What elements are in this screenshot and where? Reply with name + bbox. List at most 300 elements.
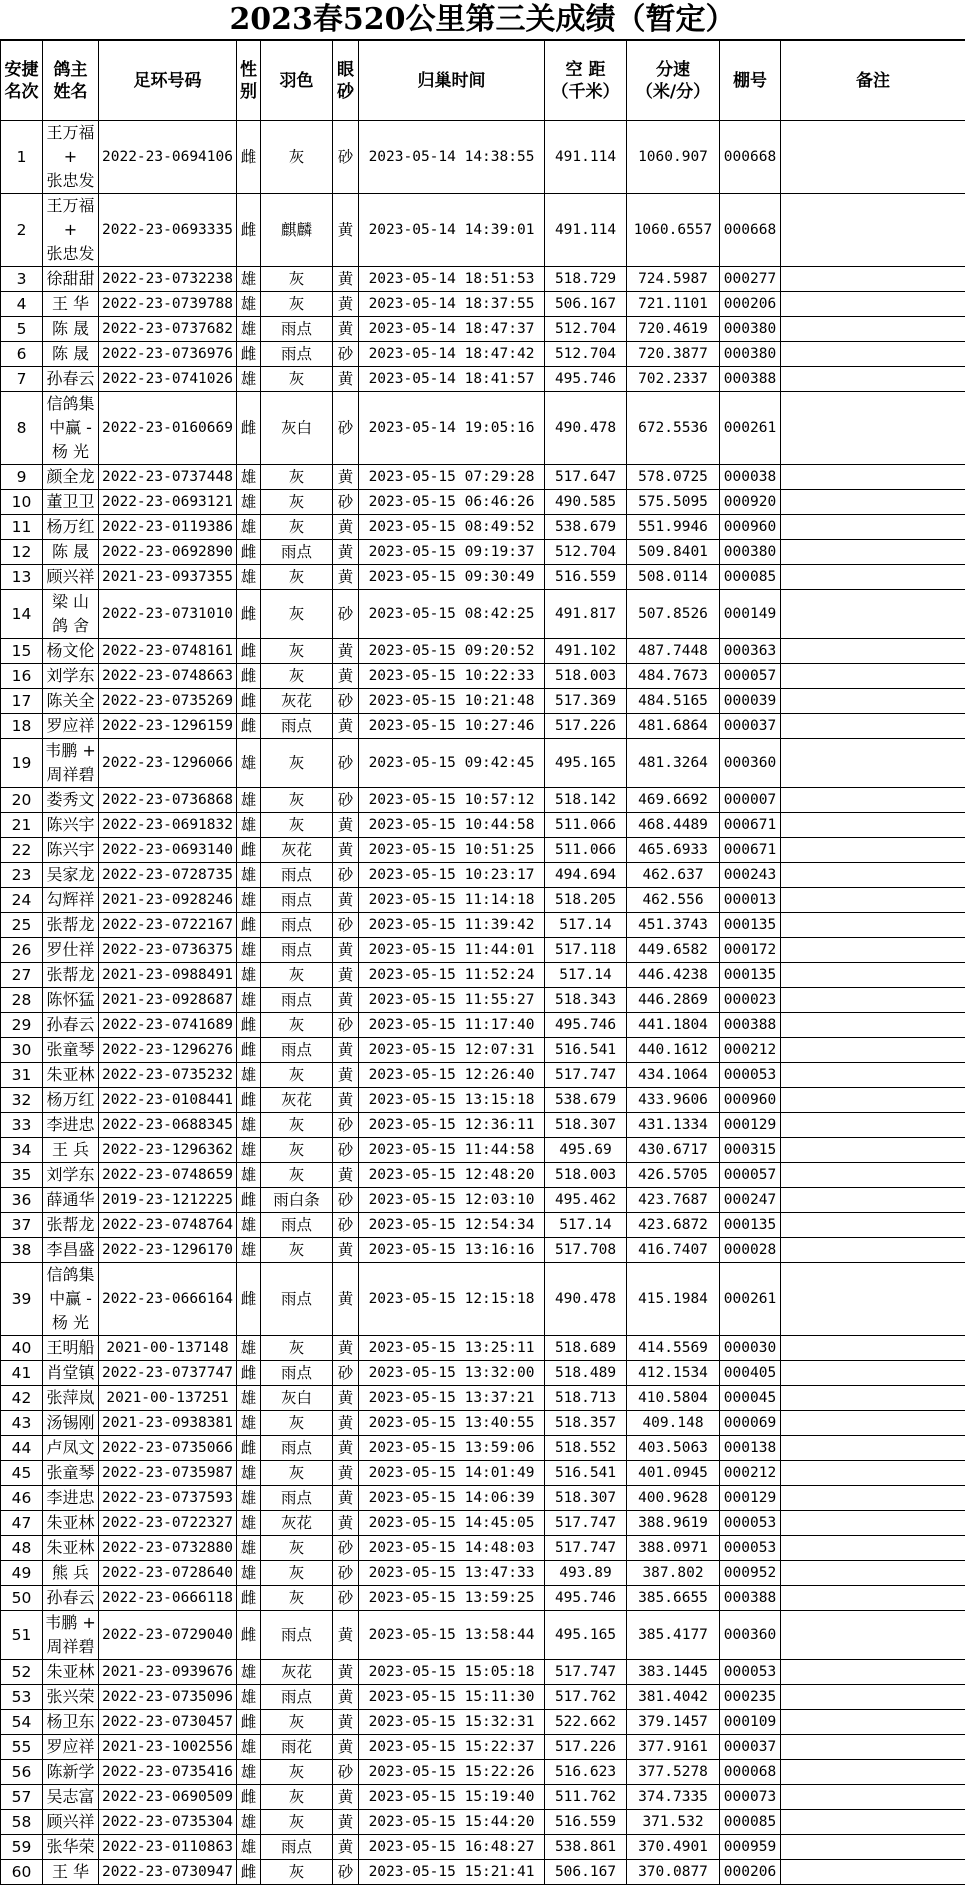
cell-ring: 2021-23-0938381 — [99, 1411, 237, 1436]
cell-dist: 538.679 — [545, 1088, 627, 1113]
cell-color: 灰花 — [261, 1660, 333, 1685]
table-row — [1, 1760, 965, 1785]
cell-sex: 雄 — [237, 1213, 261, 1238]
cell-owner — [43, 1163, 99, 1188]
owner-line: 杨卫东 — [46, 1712, 95, 1731]
cell-owner — [43, 121, 99, 194]
cell-eye: 黄 — [333, 1835, 359, 1860]
table-row — [1, 1138, 965, 1163]
cell-eye: 黄 — [333, 1511, 359, 1536]
cell-sex: 雌 — [237, 1586, 261, 1611]
owner-line: 徐甜甜 — [46, 269, 95, 288]
cell-ring: 2022-23-0735232 — [99, 1063, 237, 1088]
cell-loft: 000037 — [720, 714, 781, 739]
cell-speed: 377.9161 — [627, 1735, 720, 1760]
cell-ring: 2021-23-1002556 — [99, 1735, 237, 1760]
cell-rank: 25 — [1, 913, 43, 938]
cell-sex: 雄 — [237, 938, 261, 963]
cell-loft: 000053 — [720, 1536, 781, 1561]
cell-sex: 雌 — [237, 1785, 261, 1810]
table-row — [1, 1386, 965, 1411]
cell-note — [781, 1163, 965, 1188]
cell-eye: 黄 — [333, 540, 359, 565]
owner-line: 吴家龙 — [46, 865, 95, 884]
owner-line: 朱亚林 — [46, 1065, 95, 1084]
cell-sex: 雄 — [237, 1735, 261, 1760]
owner-line: 李进忠 — [46, 1115, 95, 1134]
cell-speed: 702.2337 — [627, 367, 720, 392]
cell-owner — [43, 1088, 99, 1113]
table-row — [1, 1710, 965, 1735]
cell-owner — [43, 590, 99, 639]
cell-speed: 388.0971 — [627, 1536, 720, 1561]
cell-speed: 370.4901 — [627, 1835, 720, 1860]
cell-ring: 2022-23-0728640 — [99, 1561, 237, 1586]
cell-ring: 2022-23-0110863 — [99, 1835, 237, 1860]
header-dist: 空 距 （千米） — [545, 41, 627, 121]
cell-color: 灰 — [261, 1163, 333, 1188]
cell-speed: 370.0877 — [627, 1860, 720, 1885]
cell-note — [781, 515, 965, 540]
cell-ring: 2022-23-0748764 — [99, 1213, 237, 1238]
cell-eye: 砂 — [333, 1213, 359, 1238]
cell-loft: 000138 — [720, 1436, 781, 1461]
cell-color: 灰 — [261, 1710, 333, 1735]
cell-speed: 385.6655 — [627, 1586, 720, 1611]
cell-eye: 黄 — [333, 1163, 359, 1188]
cell-dist: 495.165 — [545, 1611, 627, 1660]
cell-rank: 23 — [1, 863, 43, 888]
cell-note — [781, 590, 965, 639]
cell-time: 2023-05-14 18:47:37 — [359, 317, 545, 342]
cell-loft: 000243 — [720, 863, 781, 888]
table-row — [1, 1436, 965, 1461]
cell-note — [781, 1611, 965, 1660]
table-row — [1, 1660, 965, 1685]
cell-color: 雨点 — [261, 938, 333, 963]
cell-owner — [43, 1038, 99, 1063]
cell-owner — [43, 1835, 99, 1860]
cell-loft: 000085 — [720, 1810, 781, 1835]
cell-time: 2023-05-14 14:38:55 — [359, 121, 545, 194]
cell-speed: 401.0945 — [627, 1461, 720, 1486]
cell-loft: 000960 — [720, 515, 781, 540]
cell-note — [781, 1238, 965, 1263]
cell-speed: 487.7448 — [627, 639, 720, 664]
cell-rank: 7 — [1, 367, 43, 392]
cell-speed: 508.0114 — [627, 565, 720, 590]
owner-line: 吴志富 — [46, 1787, 95, 1806]
cell-eye: 黄 — [333, 1685, 359, 1710]
cell-note — [781, 863, 965, 888]
cell-rank: 41 — [1, 1361, 43, 1386]
table-row — [1, 1411, 965, 1436]
cell-loft: 000920 — [720, 490, 781, 515]
cell-time: 2023-05-14 19:05:16 — [359, 392, 545, 465]
cell-ring: 2022-23-0119386 — [99, 515, 237, 540]
owner-line: 张帮龙 — [46, 1215, 95, 1234]
cell-speed: 374.7335 — [627, 1785, 720, 1810]
cell-note — [781, 689, 965, 714]
cell-eye: 砂 — [333, 342, 359, 367]
cell-eye: 砂 — [333, 689, 359, 714]
cell-time: 2023-05-15 15:11:30 — [359, 1685, 545, 1710]
cell-color: 雨点 — [261, 1263, 333, 1336]
cell-owner — [43, 1810, 99, 1835]
cell-speed: 403.5063 — [627, 1436, 720, 1461]
header-ring: 足环号码 — [99, 41, 237, 121]
owner-line: 信鸽集 — [46, 394, 95, 413]
cell-loft: 000135 — [720, 1213, 781, 1238]
cell-dist: 518.729 — [545, 267, 627, 292]
table-row — [1, 1735, 965, 1760]
cell-dist: 517.14 — [545, 1213, 627, 1238]
cell-time: 2023-05-15 14:48:03 — [359, 1536, 545, 1561]
cell-eye: 黄 — [333, 938, 359, 963]
owner-line: 肖堂镇 — [46, 1363, 95, 1382]
table-row — [1, 689, 965, 714]
cell-owner — [43, 1113, 99, 1138]
table-row — [1, 1188, 965, 1213]
cell-color: 灰 — [261, 1536, 333, 1561]
cell-owner — [43, 267, 99, 292]
cell-note — [781, 1436, 965, 1461]
cell-loft: 000261 — [720, 1263, 781, 1336]
cell-speed: 400.9628 — [627, 1486, 720, 1511]
cell-ring: 2022-23-0736868 — [99, 788, 237, 813]
cell-note — [781, 1710, 965, 1735]
cell-rank: 46 — [1, 1486, 43, 1511]
cell-color: 雨点 — [261, 540, 333, 565]
cell-time: 2023-05-15 11:17:40 — [359, 1013, 545, 1038]
cell-time: 2023-05-15 10:27:46 — [359, 714, 545, 739]
cell-ring: 2022-23-0735096 — [99, 1685, 237, 1710]
cell-rank: 14 — [1, 590, 43, 639]
cell-eye: 黄 — [333, 1785, 359, 1810]
cell-ring: 2022-23-0728735 — [99, 863, 237, 888]
cell-owner — [43, 194, 99, 267]
cell-rank: 52 — [1, 1660, 43, 1685]
cell-ring: 2022-23-0722167 — [99, 913, 237, 938]
cell-color: 雨点 — [261, 888, 333, 913]
cell-time: 2023-05-15 11:52:24 — [359, 963, 545, 988]
cell-rank: 35 — [1, 1163, 43, 1188]
owner-line: 孙春云 — [46, 1588, 95, 1607]
cell-rank: 59 — [1, 1835, 43, 1860]
cell-ring: 2022-23-0731010 — [99, 590, 237, 639]
cell-eye: 砂 — [333, 788, 359, 813]
cell-sex: 雌 — [237, 1013, 261, 1038]
cell-time: 2023-05-15 10:22:33 — [359, 664, 545, 689]
cell-eye: 黄 — [333, 1088, 359, 1113]
cell-ring: 2022-23-1296276 — [99, 1038, 237, 1063]
cell-loft: 000277 — [720, 267, 781, 292]
cell-sex: 雌 — [237, 1710, 261, 1735]
cell-sex: 雌 — [237, 194, 261, 267]
cell-loft: 000380 — [720, 317, 781, 342]
owner-line: 朱亚林 — [46, 1513, 95, 1532]
cell-loft: 000129 — [720, 1113, 781, 1138]
cell-sex: 雄 — [237, 1461, 261, 1486]
owner-line: 张兴荣 — [46, 1687, 95, 1706]
cell-note — [781, 1386, 965, 1411]
table-row — [1, 1163, 965, 1188]
cell-note — [781, 1113, 965, 1138]
cell-color: 灰 — [261, 1113, 333, 1138]
cell-eye: 黄 — [333, 292, 359, 317]
owner-line: 李进忠 — [46, 1488, 95, 1507]
table-row — [1, 317, 965, 342]
cell-speed: 446.2869 — [627, 988, 720, 1013]
table-row — [1, 838, 965, 863]
owner-line: 陈怀猛 — [46, 990, 95, 1009]
cell-dist: 517.226 — [545, 714, 627, 739]
cell-dist: 491.114 — [545, 121, 627, 194]
cell-note — [781, 1586, 965, 1611]
owner-line: 王万福 — [46, 123, 95, 142]
cell-color: 灰 — [261, 121, 333, 194]
cell-owner — [43, 963, 99, 988]
cell-rank: 33 — [1, 1113, 43, 1138]
cell-rank: 22 — [1, 838, 43, 863]
owner-line: 罗仕祥 — [46, 940, 95, 959]
cell-dist: 490.478 — [545, 1263, 627, 1336]
cell-sex: 雄 — [237, 788, 261, 813]
cell-note — [781, 1486, 965, 1511]
cell-dist: 495.746 — [545, 367, 627, 392]
cell-dist: 511.066 — [545, 813, 627, 838]
cell-rank: 38 — [1, 1238, 43, 1263]
cell-note — [781, 963, 965, 988]
cell-eye: 黄 — [333, 1238, 359, 1263]
table-row — [1, 913, 965, 938]
cell-color: 麒麟 — [261, 194, 333, 267]
cell-sex: 雄 — [237, 1685, 261, 1710]
cell-note — [781, 1561, 965, 1586]
cell-speed: 431.1334 — [627, 1113, 720, 1138]
cell-dist: 490.585 — [545, 490, 627, 515]
cell-note — [781, 1263, 965, 1336]
cell-color: 灰花 — [261, 838, 333, 863]
cell-dist: 517.647 — [545, 465, 627, 490]
cell-speed: 409.148 — [627, 1411, 720, 1436]
table-row — [1, 1013, 965, 1038]
cell-rank: 13 — [1, 565, 43, 590]
cell-color: 灰 — [261, 813, 333, 838]
cell-note — [781, 1038, 965, 1063]
cell-rank: 16 — [1, 664, 43, 689]
cell-ring: 2021-00-137251 — [99, 1386, 237, 1411]
cell-color: 雨点 — [261, 1486, 333, 1511]
cell-sex: 雌 — [237, 838, 261, 863]
owner-line: + — [63, 147, 78, 166]
cell-rank: 12 — [1, 540, 43, 565]
cell-note — [781, 639, 965, 664]
cell-eye: 黄 — [333, 1461, 359, 1486]
cell-sex: 雄 — [237, 863, 261, 888]
cell-ring: 2022-23-0694106 — [99, 121, 237, 194]
cell-color: 灰 — [261, 1138, 333, 1163]
cell-owner — [43, 1611, 99, 1660]
cell-owner — [43, 367, 99, 392]
cell-color: 灰 — [261, 788, 333, 813]
cell-time: 2023-05-15 10:23:17 — [359, 863, 545, 888]
cell-color: 雨点 — [261, 1611, 333, 1660]
cell-owner — [43, 1188, 99, 1213]
cell-color: 灰 — [261, 1586, 333, 1611]
cell-rank: 42 — [1, 1386, 43, 1411]
cell-owner — [43, 813, 99, 838]
cell-owner — [43, 1561, 99, 1586]
owner-line: 张帮龙 — [46, 965, 95, 984]
cell-color: 雨花 — [261, 1735, 333, 1760]
cell-time: 2023-05-15 13:32:00 — [359, 1361, 545, 1386]
cell-time: 2023-05-15 13:58:44 — [359, 1611, 545, 1660]
cell-owner — [43, 1013, 99, 1038]
cell-owner — [43, 540, 99, 565]
cell-rank: 19 — [1, 739, 43, 788]
cell-owner — [43, 1336, 99, 1361]
cell-sex: 雌 — [237, 1611, 261, 1660]
cell-color: 灰花 — [261, 689, 333, 714]
cell-sex: 雄 — [237, 1511, 261, 1536]
cell-eye: 砂 — [333, 1760, 359, 1785]
cell-loft: 000261 — [720, 392, 781, 465]
cell-color: 灰 — [261, 515, 333, 540]
cell-rank: 24 — [1, 888, 43, 913]
cell-color: 灰 — [261, 565, 333, 590]
cell-loft: 000109 — [720, 1710, 781, 1735]
cell-dist: 517.747 — [545, 1063, 627, 1088]
cell-color: 灰花 — [261, 1511, 333, 1536]
cell-loft: 000206 — [720, 292, 781, 317]
table-row — [1, 194, 965, 267]
owner-line: 杨万红 — [46, 517, 95, 536]
cell-ring: 2022-23-0690509 — [99, 1785, 237, 1810]
cell-loft: 000235 — [720, 1685, 781, 1710]
cell-owner — [43, 1710, 99, 1735]
cell-speed: 423.7687 — [627, 1188, 720, 1213]
cell-color: 雨点 — [261, 342, 333, 367]
cell-eye: 砂 — [333, 1138, 359, 1163]
cell-eye: 砂 — [333, 913, 359, 938]
cell-rank: 56 — [1, 1760, 43, 1785]
cell-dist: 495.746 — [545, 1586, 627, 1611]
header-note: 备注 — [781, 41, 965, 121]
cell-speed: 551.9946 — [627, 515, 720, 540]
cell-time: 2023-05-14 18:41:57 — [359, 367, 545, 392]
owner-line: 张萍岚 — [46, 1388, 95, 1407]
cell-eye: 黄 — [333, 1735, 359, 1760]
cell-rank: 49 — [1, 1561, 43, 1586]
cell-rank: 43 — [1, 1411, 43, 1436]
cell-note — [781, 565, 965, 590]
cell-time: 2023-05-15 15:44:20 — [359, 1810, 545, 1835]
cell-eye: 砂 — [333, 1188, 359, 1213]
cell-rank: 3 — [1, 267, 43, 292]
cell-rank: 8 — [1, 392, 43, 465]
cell-time: 2023-05-15 08:42:25 — [359, 590, 545, 639]
cell-ring: 2019-23-1212225 — [99, 1188, 237, 1213]
cell-loft: 000315 — [720, 1138, 781, 1163]
cell-dist: 494.694 — [545, 863, 627, 888]
owner-line: 张忠发 — [46, 171, 95, 190]
cell-dist: 511.762 — [545, 1785, 627, 1810]
cell-eye: 黄 — [333, 714, 359, 739]
cell-dist: 517.118 — [545, 938, 627, 963]
cell-rank: 40 — [1, 1336, 43, 1361]
cell-ring: 2022-23-0735269 — [99, 689, 237, 714]
header-speed: 分速 （米/分） — [627, 41, 720, 121]
cell-color: 灰 — [261, 590, 333, 639]
owner-line: 杨 光 — [51, 442, 90, 461]
cell-sex: 雄 — [237, 963, 261, 988]
cell-dist: 516.559 — [545, 565, 627, 590]
cell-rank: 4 — [1, 292, 43, 317]
cell-note — [781, 1088, 965, 1113]
cell-loft: 000668 — [720, 194, 781, 267]
cell-ring: 2022-23-0737448 — [99, 465, 237, 490]
cell-dist: 517.747 — [545, 1536, 627, 1561]
cell-time: 2023-05-15 13:16:16 — [359, 1238, 545, 1263]
cell-ring: 2022-23-0748161 — [99, 639, 237, 664]
cell-color: 灰 — [261, 1785, 333, 1810]
cell-ring: 2022-23-0692890 — [99, 540, 237, 565]
cell-sex: 雌 — [237, 714, 261, 739]
cell-speed: 672.5536 — [627, 392, 720, 465]
cell-time: 2023-05-15 13:59:06 — [359, 1436, 545, 1461]
cell-loft: 000030 — [720, 1336, 781, 1361]
cell-sex: 雌 — [237, 639, 261, 664]
cell-color: 雨点 — [261, 1361, 333, 1386]
cell-dist: 518.142 — [545, 788, 627, 813]
cell-speed: 449.6582 — [627, 938, 720, 963]
cell-dist: 518.307 — [545, 1113, 627, 1138]
cell-eye: 黄 — [333, 1486, 359, 1511]
cell-color: 灰 — [261, 1561, 333, 1586]
cell-color: 灰 — [261, 1238, 333, 1263]
cell-eye: 黄 — [333, 838, 359, 863]
cell-ring: 2022-23-0735987 — [99, 1461, 237, 1486]
cell-loft: 000039 — [720, 689, 781, 714]
table-row — [1, 465, 965, 490]
cell-time: 2023-05-15 12:15:18 — [359, 1263, 545, 1336]
cell-ring: 2022-23-0693335 — [99, 194, 237, 267]
cell-time: 2023-05-15 13:37:21 — [359, 1386, 545, 1411]
owner-line: 陈 晟 — [51, 344, 90, 363]
cell-eye: 砂 — [333, 1361, 359, 1386]
cell-time: 2023-05-15 14:45:05 — [359, 1511, 545, 1536]
cell-loft: 000363 — [720, 639, 781, 664]
cell-sex: 雄 — [237, 367, 261, 392]
cell-loft: 000135 — [720, 913, 781, 938]
owner-line: 王 兵 — [51, 1140, 90, 1159]
header-time: 归巢时间 — [359, 41, 545, 121]
cell-rank: 48 — [1, 1536, 43, 1561]
owner-line: 张童琴 — [46, 1463, 95, 1482]
table-row — [1, 121, 965, 194]
cell-eye: 黄 — [333, 639, 359, 664]
cell-ring: 2022-23-0732238 — [99, 267, 237, 292]
cell-owner — [43, 515, 99, 540]
cell-loft: 000671 — [720, 838, 781, 863]
cell-time: 2023-05-15 15:21:41 — [359, 1860, 545, 1885]
cell-time: 2023-05-15 10:57:12 — [359, 788, 545, 813]
owner-line: 张帮龙 — [46, 915, 95, 934]
cell-loft: 000212 — [720, 1038, 781, 1063]
owner-line: 周祥碧 — [46, 1637, 95, 1656]
cell-eye: 黄 — [333, 194, 359, 267]
